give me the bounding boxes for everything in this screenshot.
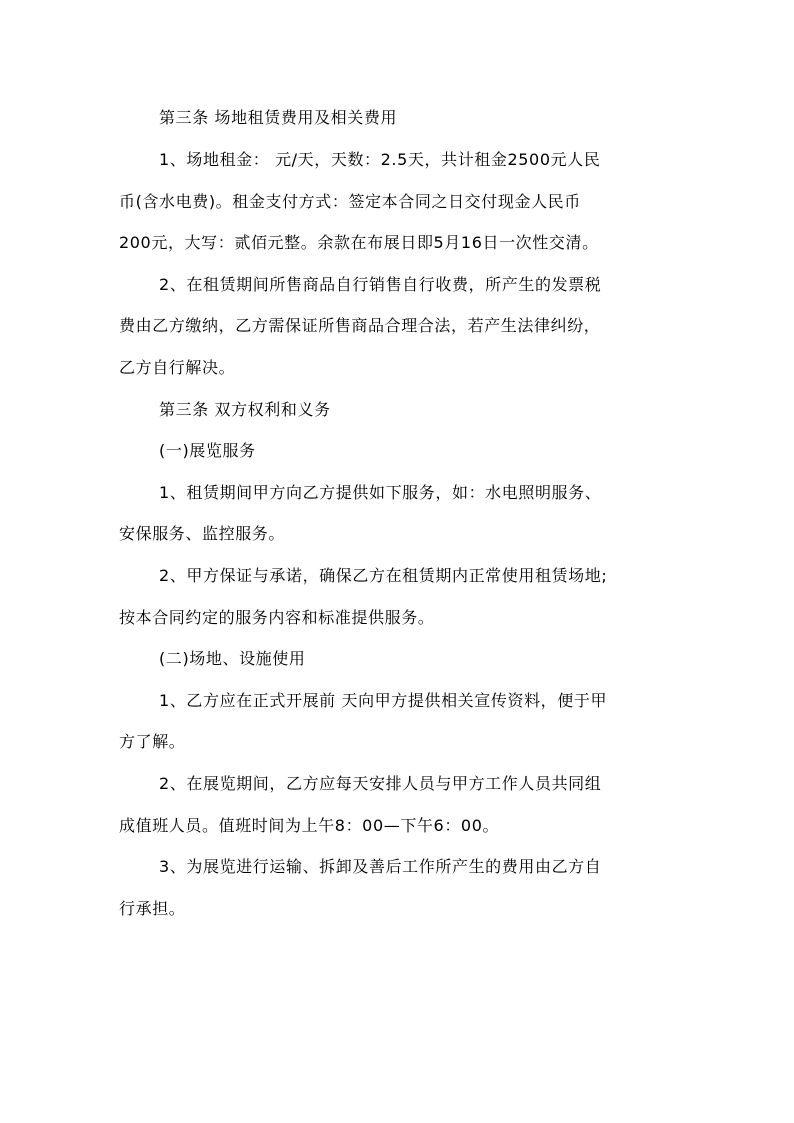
subsection-heading-exhibition-service: (一)展览服务 [159,441,256,460]
paragraph-tax-line-2: 费由乙方缴纳，乙方需保证所售商品合理合法，若产生法律纠纷， [119,316,601,335]
paragraph-service-line-1: 1、租赁期间甲方向乙方提供如下服务，如：水电照明服务、 [159,483,602,502]
paragraph-guarantee-line-1: 2、甲方保证与承诺，确保乙方在租赁期内正常使用租赁场地; [159,566,608,585]
paragraph-materials-line-2: 方了解。 [119,732,186,751]
paragraph-duty-line-1: 2、在展览期间，乙方应每天安排人员与甲方工作人员共同组 [159,774,602,793]
subsection-heading-venue-facilities: (二)场地、设施使用 [159,649,306,668]
paragraph-guarantee-line-2: 按本合同约定的服务内容和标准提供服务。 [119,608,435,627]
paragraph-costs-line-2: 行承担。 [119,899,186,918]
paragraph-rent-line-1: 1、场地租金： 元/天，天数：2.5天，共计租金2500元人民 [159,150,601,169]
paragraph-materials-line-1: 1、乙方应在正式开展前 天向甲方提供相关宣传资料，便于甲 [159,691,608,710]
paragraph-service-line-2: 安保服务、监控服务。 [119,524,286,543]
paragraph-costs-line-1: 3、为展览进行运输、拆卸及善后工作所产生的费用由乙方自 [159,857,602,876]
paragraph-tax-line-1: 2、在租赁期间所售商品自行销售自行收费，所产生的发票税 [159,275,602,294]
section-heading-fees: 第三条 场地租赁费用及相关费用 [159,108,398,127]
section-heading-rights: 第三条 双方权利和义务 [159,400,331,419]
paragraph-duty-line-2: 成值班人员。值班时间为上午8：00—下午6：00。 [119,816,500,835]
paragraph-rent-line-2: 币(含水电费)。租金支付方式：签定本合同之日交付现金人民币 [119,192,581,211]
paragraph-tax-line-3: 乙方自行解决。 [119,358,236,377]
paragraph-rent-line-3: 200元，大写：贰佰元整。余款在布展日即5月16日一次性交清。 [119,233,599,252]
